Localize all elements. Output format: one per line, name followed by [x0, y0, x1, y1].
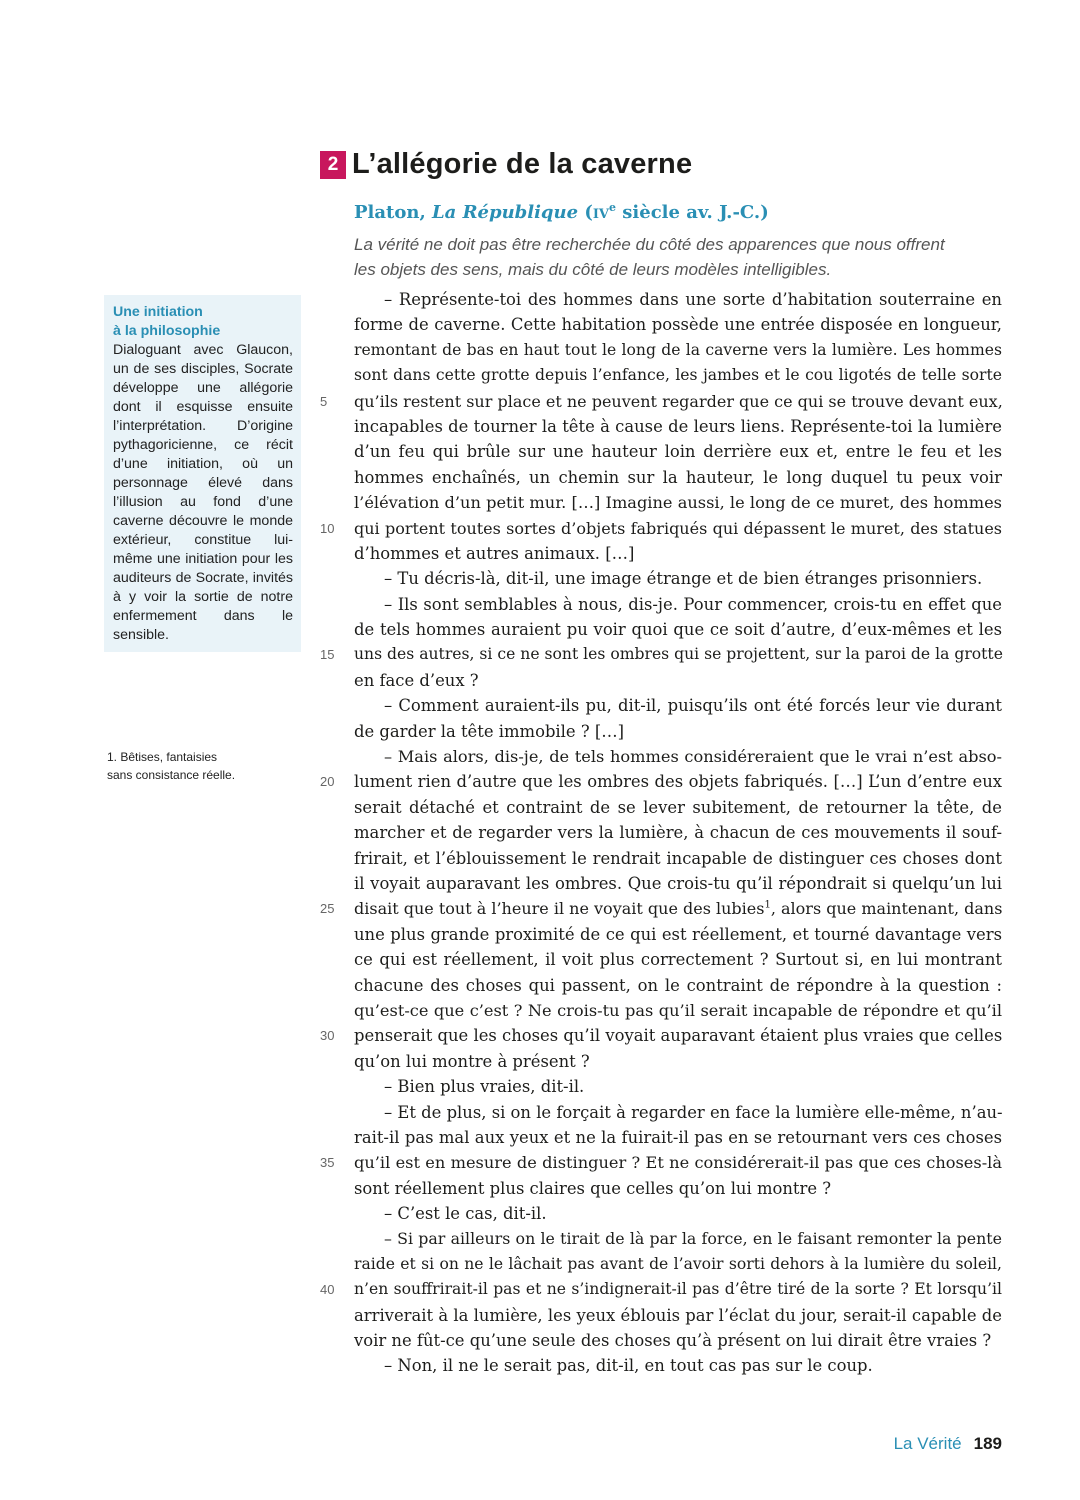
text-line: une plus grande proximité de ce qui est réellement, et tourné davantage vers — [354, 924, 1002, 944]
text-line: 35 qu’il est en mesure de distinguer ? Et ne considérerait-il pas que ces choses-là — [354, 1150, 1002, 1175]
line-number: 35 — [320, 1155, 335, 1171]
text-line: – Ils sont semblables à nous, dis-je. Pour commencer, crois-tu en effet que — [384, 594, 1002, 614]
section-heading — [320, 148, 692, 181]
text-line: en face d’eux ? — [354, 670, 479, 690]
line-number: 25 — [320, 901, 335, 917]
text-line: 40 n’en souffrirait-il pas et ne s’indignerait-il pas d’être tiré de la sorte ? Et lorsqu’il — [354, 1277, 1002, 1302]
intro-text: La vérité ne doit pas être recherchée du côté des apparences que nous offrent les objets des sens, mais du côté de leurs modèles intelligibles. — [354, 235, 945, 279]
line-number: 5 — [320, 393, 328, 409]
page-number: 189 — [973, 1434, 1002, 1453]
text-line: – Tu décris-là, dit-il, une image étrange et de bien étranges prisonniers. — [384, 569, 983, 589]
sidebar-title: Une initiation — [113, 304, 203, 320]
line-number: 20 — [320, 774, 335, 790]
text-line: hommes enchaînés, un chemin sur la hauteur, le long duquel tu peux voir — [354, 467, 1002, 487]
text-line: – Bien plus vraies, dit-il. — [384, 1077, 585, 1097]
text-line: de tels hommes auraient pu voir quoi que ce soit d’autre, d’eux-mêmes et les — [354, 620, 1002, 640]
text-line: – Comment auraient-ils pu, dit-il, puisqu’ils ont été forcés leur vie durant — [384, 696, 1002, 716]
source-citation: Platon, La République ($iv^e$ siècle av. J.-C.) — [354, 201, 769, 223]
text-line: – Représente-toi des hommes dans une sorte d’habitation souterraine en — [384, 290, 1002, 309]
source-century: iv — [592, 202, 610, 223]
text-line: – Mais alors, dis-je, de tels hommes considéreraient que le vrai n’est abso- — [384, 747, 1002, 767]
text-line: 20 lument rien d’autre que les ombres des objets fabriqués. […] L’un d’entre eux — [354, 769, 1002, 794]
text-line: voir ne fût-ce qu’une seule des choses qu’à présent on lui dirait être vraies ? — [354, 1331, 992, 1351]
section-number-badge: 2 — [320, 151, 346, 179]
text-line: 10 qui portent toutes sortes d’objets fabriqués qui dépassent le muret, des statues — [354, 516, 1002, 541]
text-line: l’élévation d’un petit mur. […] Imagine aussi, le long de ce muret, des hommes — [354, 493, 1002, 513]
section-title: L’allégorie de la caverne — [352, 148, 693, 180]
text-line: 30 penserait que les choses qu’il voyait auparavant étaient plus vraies que celles — [354, 1023, 1002, 1048]
text-line: il voyait auparavant les ombres. Que crois-tu qu’il répondrait si quelqu’un lui — [354, 873, 1002, 893]
sidebar-text: Dialoguant avec Glaucon, un de ses disciples, Socrate développe une allégorie dont il esquisse ensuite l’interprétation. D’origine pythagoricienne, ce récit d’une initiation, où un personnage élevé dans l’illusion au fond d’une caverne découvre le monde extérieur, constitue lui-même une initiation pour les auditeurs de Socrate, invités à y voir la sortie de notre enfermement dans le sensible. — [113, 342, 293, 643]
chapter-name: La Vérité — [893, 1434, 962, 1453]
sidebar-box — [104, 295, 301, 652]
text-line: – Si par ailleurs on le tirait de là par la force, en le faisant remonter la pente — [384, 1229, 1002, 1249]
footnote: 1. Bêtises, fantaisies sans consistance réelle. — [107, 750, 236, 782]
line-number: 10 — [320, 520, 335, 536]
text-line: chacune des choses qui passent, on le contraint de répondre à la question : — [354, 975, 1002, 995]
text-line: rait-il pas mal aux yeux et ne la fuirait-il pas en se retournant vers ces choses — [354, 1127, 1002, 1147]
text-line: arriverait à la lumière, les yeux éblouis par l’éclat du jour, serait-il capable de — [354, 1305, 1002, 1325]
line-number: 15 — [320, 647, 335, 663]
text-line: 5 qu’ils restent sur place et ne peuvent regarder que ce qui se trouve devant eux, — [354, 389, 1002, 414]
page-footer — [894, 1434, 1002, 1454]
line-number: 30 — [320, 1028, 335, 1044]
text-line: sont réellement plus claires que celles qu’on lui montre ? — [354, 1178, 832, 1198]
text-line: – Et de plus, si on le forçait à regarder en face la lumière elle-même, n’au- — [384, 1102, 1003, 1122]
main-text — [320, 287, 1003, 1379]
source-work: La République — [431, 202, 579, 223]
text-line: sont dans cette grotte depuis l’enfance, les jambes et le cou ligotés de telle sorte — [354, 366, 1002, 385]
text-line: qu’on lui montre à présent ? — [354, 1051, 590, 1071]
text-line: raide et si on ne le lâchait pas avant de l’avoir sorti dehors à la lumière du soleil, — [354, 1254, 1002, 1273]
text-line: 25 disait que tout à l’heure il ne voyait que des lubies$^1$, alors que maintenant, dans — [354, 896, 1002, 921]
text-line: marcher et de regarder vers la lumière, à chacun de ces mouvements il souf- — [354, 823, 1002, 843]
text-line: – Non, il ne le serait pas, dit-il, en tout cas pas sur le coup. — [384, 1356, 873, 1376]
text-line: forme de caverne. Cette habitation possède une entrée disposée en longueur, — [354, 315, 1002, 335]
text-line: remontant de bas en haut tout le long de la caverne vers la lumière. Les hommes — [354, 340, 1002, 359]
text-line: serait détaché et contraint de se lever subitement, de retourner la tête, de — [354, 797, 1002, 817]
text-line: incapables de tourner la tête à cause de leurs liens. Représente-toi la lumière — [354, 416, 1002, 436]
text-line: – C’est le cas, dit-il. — [384, 1204, 547, 1224]
text-line: d’hommes et autres animaux. […] — [354, 543, 635, 563]
text-line: 15 uns des autres, si ce ne sont les ombres qui se projettent, sur la paroi de la grotte — [354, 642, 1002, 667]
text-line: d’un feu qui brûle sur une hauteur loin derrière eux et, entre le feu et les — [354, 442, 1002, 462]
source-author: Platon, — [354, 202, 432, 223]
text-line: ce qui est réellement, il voit plus correctement ? Surtout si, en lui montrant — [354, 950, 1002, 970]
text-line: frirait, et l’éblouissement le rendrait incapable de distinguer ces choses dont — [354, 848, 1002, 868]
footnote-ref: 1 — [764, 900, 771, 912]
text-line: qu’est-ce que c’est ? Ne crois-tu pas qu’il serait incapable de répondre et qu’il — [354, 1000, 1002, 1020]
text-line: de garder la tête immobile ? […] — [354, 721, 625, 741]
sidebar-title-2: à la philosophie — [113, 323, 221, 339]
line-number: 40 — [320, 1282, 335, 1298]
